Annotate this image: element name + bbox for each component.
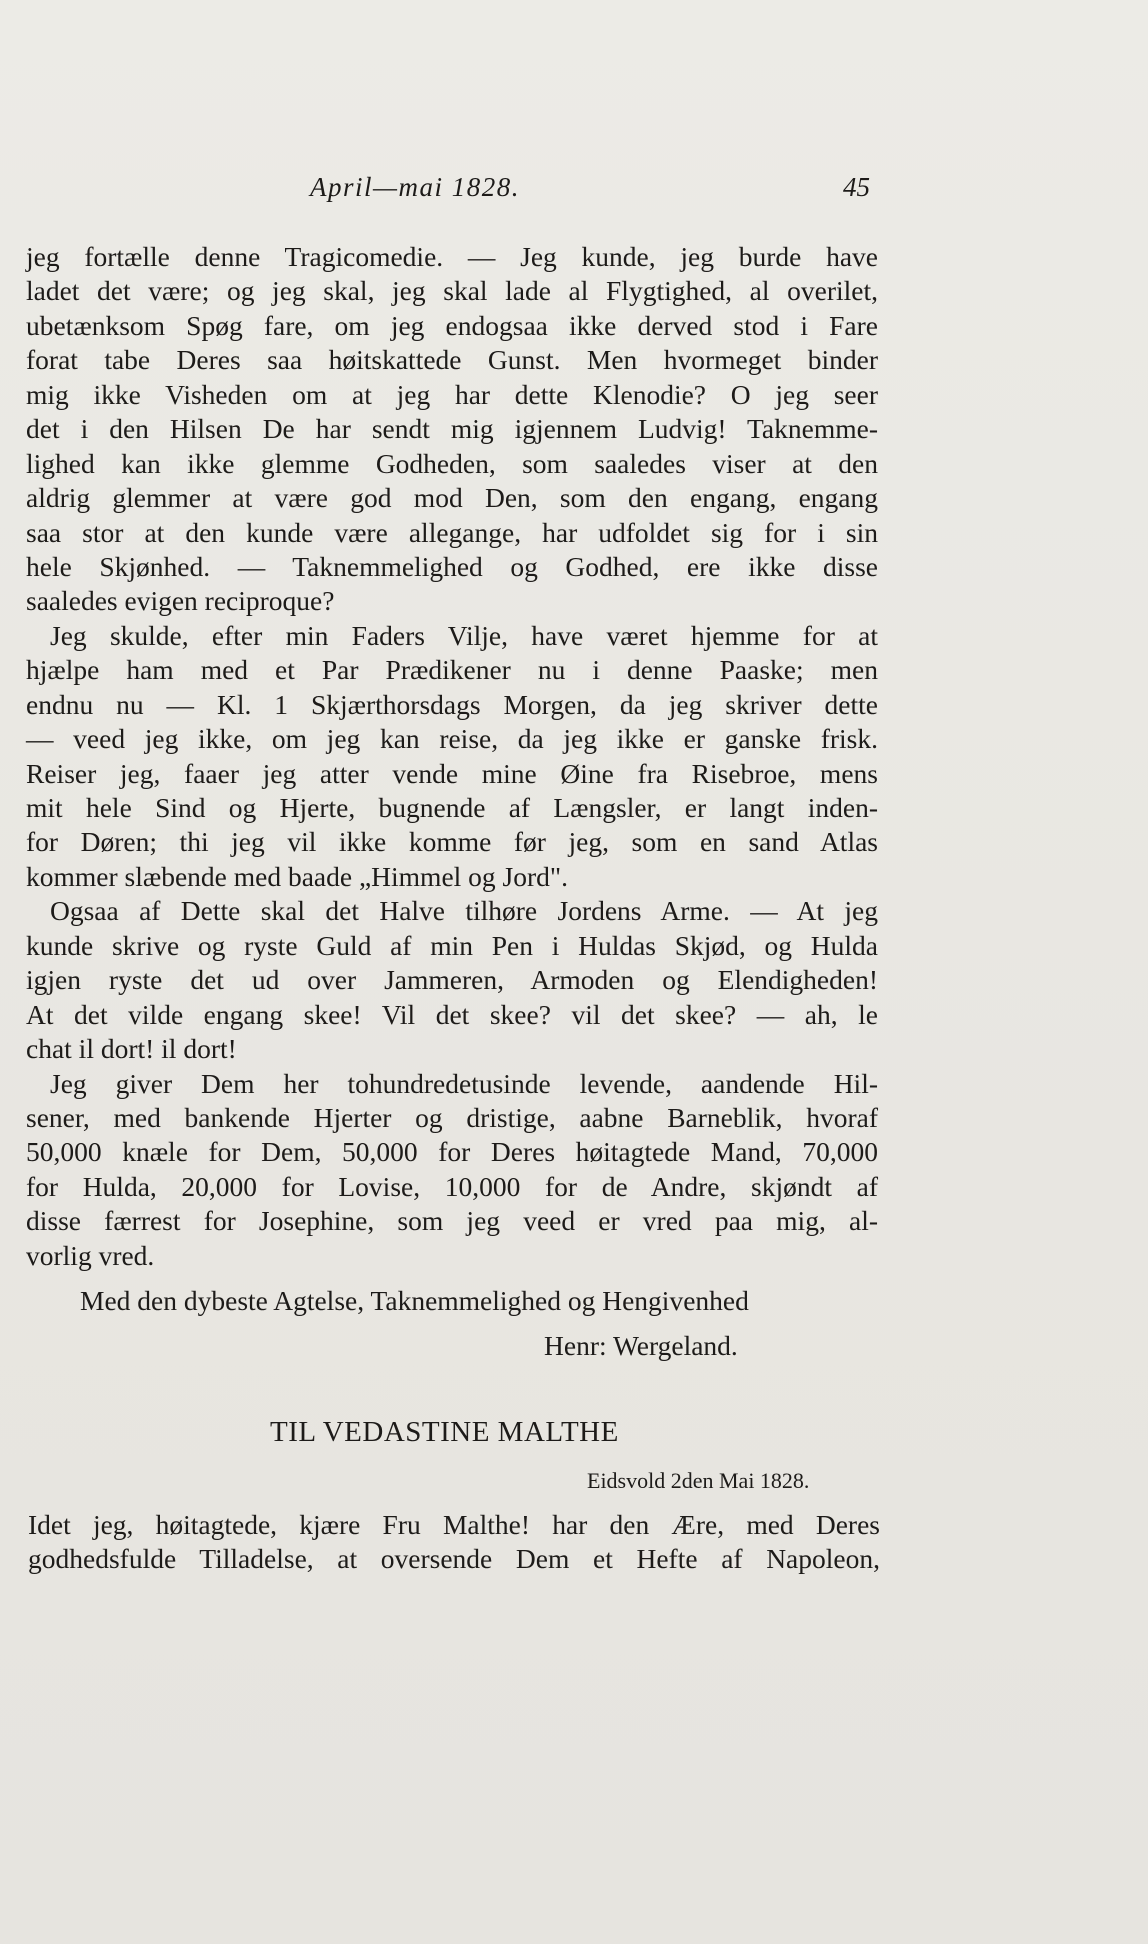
running-head: April—mai 1828. — [310, 172, 521, 202]
text-line: Ogsaa af Dette skal det Halve tilhøre Jordens Arme. — At jeg — [50, 895, 878, 927]
text-line: mit hele Sind og Hjerte, bugnende af Længsler, er langt inden- — [26, 792, 878, 823]
text-line: forat tabe Deres saa høitskattede Gunst. Men hvormeget binder — [26, 344, 878, 376]
text-line: At det vilde engang skee! Vil det skee? vil det skee? — ah, le — [26, 998, 878, 1030]
text-line: for Døren; thi jeg vil ikke komme før jeg, som en sand Atlas — [26, 826, 878, 858]
letter-heading: TIL VEDASTINE MALTHE — [270, 1416, 619, 1448]
letter-signature: Henr: Wergeland. — [544, 1330, 738, 1361]
text-line: vorlig vred. — [26, 1239, 155, 1271]
page-header — [28, 172, 870, 212]
text-line: igjen ryste det ud over Jammeren, Armoden og Elendigheden! — [26, 964, 878, 996]
text-line: jeg fortælle denne Tragicomedie. — Jeg kunde, jeg burde have — [26, 241, 878, 272]
text-line: aldrig glemmer at være god mod Den, som den engang, engang — [26, 482, 878, 514]
letter-body-2 — [28, 1508, 880, 1577]
text-line: endnu nu — Kl. 1 Skjærthorsdags Morgen, da jeg skriver dette — [26, 688, 878, 720]
text-line: saa stor at den kunde være allegange, har udfoldet sig for i sin — [26, 516, 878, 548]
text-line: ladet det være; og jeg skal, jeg skal lade al Flygtighed, al overilet, — [26, 275, 878, 307]
text-line: ubetænksom Spøg fare, om jeg endogsaa ikke derved stod i Fare — [26, 309, 878, 341]
text-line: mig ikke Visheden om at jeg har dette Klenodie? O jeg seer — [26, 378, 878, 410]
text-line: Reiser jeg, faaer jeg atter vende mine Øine fra Risebroe, mens — [26, 757, 878, 789]
text-line: saaledes evigen reciproque? — [26, 585, 335, 617]
text-line: for Hulda, 20,000 for Lovise, 10,000 for de Andre, skjøndt af — [26, 1170, 878, 1202]
text-line: hele Skjønhed. — Taknemmelighed og Godhed, ere ikke disse — [26, 550, 878, 582]
text-line: lighed kan ikke glemme Godheden, som saaledes viser at den — [26, 447, 878, 479]
text-line: Jeg giver Dem her tohundredetusinde levende, aandende Hil- — [50, 1067, 878, 1099]
text-line: kunde skrive og ryste Guld af min Pen i Huldas Skjød, og Hulda — [26, 929, 878, 961]
text-line: det i den Hilsen De har sendt mig igjennem Ludvig! Taknemme- — [26, 413, 878, 445]
text-line: 50,000 knæle for Dem, 50,000 for Deres høitagtede Mand, 70,000 — [26, 1136, 878, 1168]
text-line: — veed jeg ikke, om jeg kan reise, da jeg ikke er ganske frisk. — [26, 723, 878, 755]
text-line: hjælpe ham med et Par Prædikener nu i denne Paaske; men — [26, 654, 878, 686]
text-line: disse færrest for Josephine, som jeg veed er vred paa mig, al- — [26, 1205, 878, 1237]
page-number: 45 — [843, 172, 870, 202]
text-line: sener, med bankende Hjerter og dristige, aabne Barneblik, hvoraf — [26, 1101, 878, 1133]
text-line: kommer slæbende med baade „Himmel og Jord". — [26, 860, 568, 892]
text-line: chat il dort! il dort! — [26, 1033, 237, 1065]
letter-closing: Med den dybeste Agtelse, Taknemmelighed og Hengivenhed — [80, 1285, 749, 1316]
text-line: godhedsfulde Tilladelse, at oversende Dem et Hefte af Napoleon, — [28, 1543, 880, 1575]
letter-body — [26, 240, 878, 1273]
letter-dateline: Eidsvold 2den Mai 1828. — [587, 1468, 810, 1493]
text-line: Idet jeg, høitagtede, kjære Fru Malthe! har den Ære, med Deres — [28, 1509, 880, 1540]
text-line: Jeg skulde, efter min Faders Vilje, have været hjemme for at — [50, 619, 878, 651]
